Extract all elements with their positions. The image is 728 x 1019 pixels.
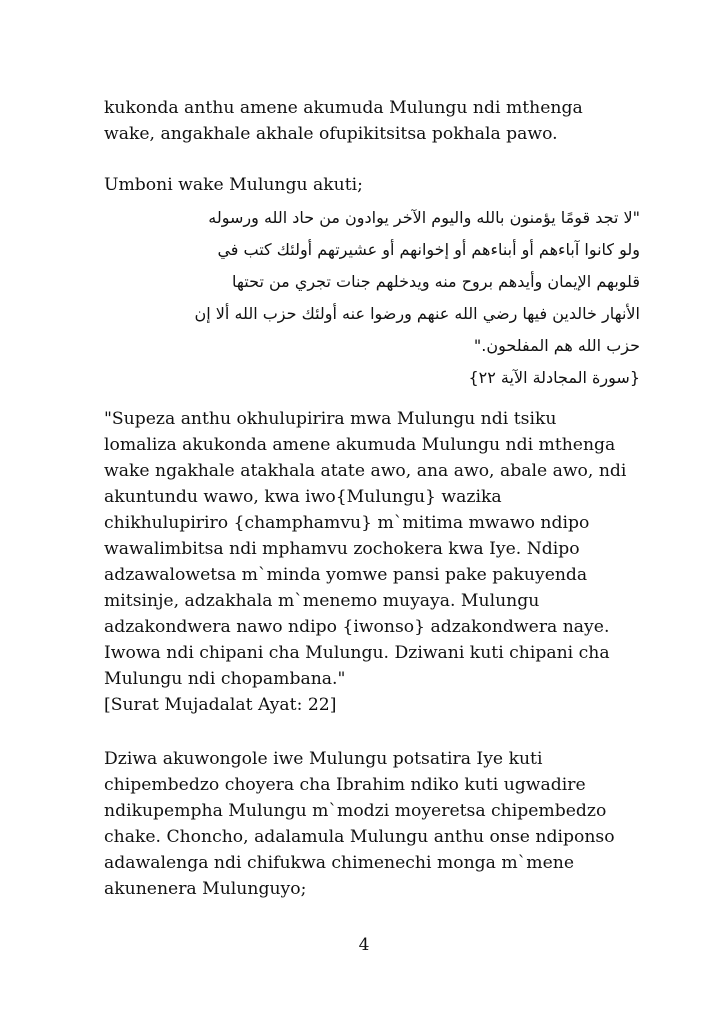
text-line: wawalimbitsa ndi mphamvu zochokera kwa Iye. Ndipo — [104, 539, 580, 559]
citation-line: [Surat Mujadalat Ayat: 22] — [104, 695, 337, 715]
arabic-citation: {سورة المجادلة الآية ٢٢} — [468, 368, 640, 387]
arabic-quran-quote — [80, 202, 640, 394]
text-line: adzawalowetsa m`minda yomwe pansi pake pakuyenda — [104, 565, 588, 585]
text-line: "Supeza anthu okhulupirira mwa Mulungu ndi tsiku — [104, 409, 557, 429]
arabic-line: حزب الله هم المفلحون." — [473, 336, 640, 355]
text-line: Dziwa akuwongole iwe Mulungu potsatira Iye kuti — [104, 749, 543, 769]
text-line: chikhulupiriro {champhamvu} m`mitima mwawo ndipo — [104, 513, 590, 533]
translation-paragraph — [104, 406, 664, 718]
text-line: Iwowa ndi chipani cha Mulungu. Dziwani kuti chipani cha — [104, 643, 610, 663]
text-line: wake ngakhale atakhala atate awo, ana awo, abale awo, ndi — [104, 461, 627, 481]
text-line: kukonda anthu amene akumuda Mulungu ndi mthenga — [104, 98, 583, 118]
text-line: ndikupempha Mulungu m`modzi moyeretsa chipembedzo — [104, 801, 607, 821]
arabic-line: ولو كانوا آباءهم أو أبناءهم أو إخوانهم أو عشيرتهم أولئك كتب في — [217, 240, 640, 259]
text-line: Umboni wake Mulungu akuti; — [104, 175, 363, 195]
page-number: 4 — [358, 935, 370, 955]
text-line: wake, angakhale akhale ofupikitsitsa pokhala pawo. — [104, 124, 558, 144]
text-line: akuntundu wawo, kwa iwo{Mulungu} wazika — [104, 487, 502, 507]
text-line: mitsinje, adzakhala m`menemo muyaya. Mulungu — [104, 591, 540, 611]
arabic-line: "لا تجد قومًا يؤمنون بالله واليوم الآخر يوادون من حاد الله ورسوله — [208, 208, 640, 227]
intro-line — [104, 172, 664, 198]
text-line: Mulungu ndi chopambana." — [104, 669, 346, 689]
arabic-line: الأنهار خالدين فيها رضي الله عنهم ورضوا عنه أولئك حزب الله ألا إن — [194, 304, 640, 323]
text-line: lomaliza akukonda amene akumuda Mulungu ndi mthenga — [104, 435, 616, 455]
text-line: adzakondwera nawo ndipo {iwonso} adzakondwera naye. — [104, 617, 610, 637]
text-line: akunenera Mulunguyo; — [104, 879, 307, 899]
paragraph-continuation — [104, 95, 664, 147]
paragraph-final — [104, 746, 664, 902]
text-line: chipembedzo choyera cha Ibrahim ndiko kuti ugwadire — [104, 775, 586, 795]
text-line: adawalenga ndi chifukwa chimenechi monga m`mene — [104, 853, 574, 873]
arabic-line: قلوبهم الإيمان وأيدهم بروح منه ويدخلهم جنات تجري من تحتها — [232, 272, 640, 291]
text-line: chake. Choncho, adalamula Mulungu anthu onse ndiponso — [104, 827, 615, 847]
